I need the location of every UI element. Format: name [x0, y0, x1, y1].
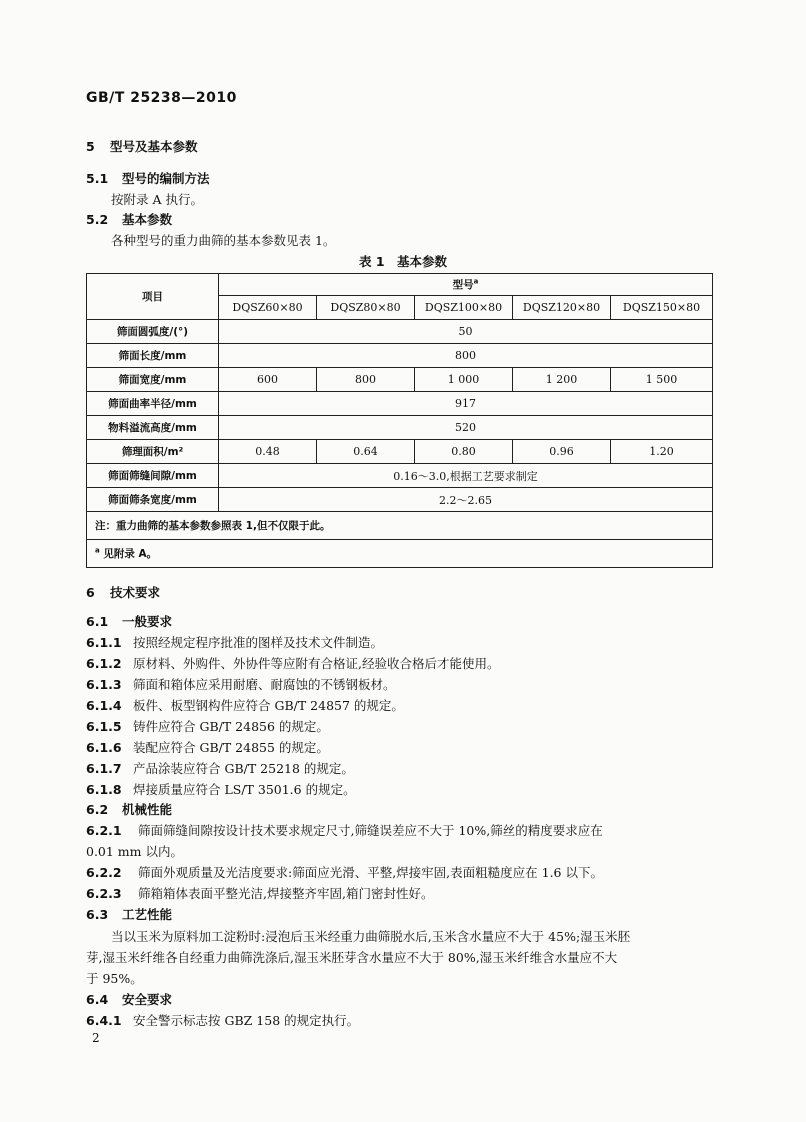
- clause-6-1-6: 6.1.6 装配应符合 GB/T 24855 的规定。: [86, 740, 329, 755]
- clause-6-2-2: 6.2.2 筛面外观质量及光洁度要求:筛面应光滑、平整,焊接牢固,表面粗糙度应在 1.6 以下。: [86, 865, 603, 880]
- section-6-3-heading: [86, 907, 172, 923]
- section-6-4-heading: [86, 992, 172, 1008]
- clause-6-1-1: 6.1.1 按照经规定程序批准的图样及技术文件制造。: [86, 635, 384, 650]
- row-value: 800: [317, 368, 415, 392]
- row-label: 筛面曲率半径/mm: [87, 392, 219, 416]
- section-number: 6.3: [86, 907, 109, 922]
- table-footnote: $^a$ 见附录 A。: [87, 540, 713, 568]
- clause-6-1-3: 6.1.3 筛面和箱体应采用耐磨、耐腐蚀的不锈钢板材。: [86, 677, 396, 692]
- model-header: 型号$^a$: [219, 274, 713, 296]
- table-row: [87, 368, 713, 392]
- basic-parameters-table: [86, 273, 713, 568]
- section-5-1-text: 按附录 A 执行。: [111, 192, 203, 207]
- section-5-2-text: 各种型号的重力曲筛的基本参数见表 1。: [111, 233, 336, 248]
- row-label: 筛面宽度/mm: [87, 368, 219, 392]
- section-number: 6.1: [86, 614, 109, 629]
- row-value: 0.48: [219, 440, 317, 464]
- section-5-heading: [86, 139, 198, 155]
- row-value: 0.16～3.0,根据工艺要求制定: [219, 464, 713, 488]
- row-value: 2.2～2.65: [219, 488, 713, 512]
- section-title: 型号的编制方法: [122, 171, 210, 186]
- section-number: 6: [86, 585, 95, 600]
- row-label: 物料溢流高度/mm: [87, 416, 219, 440]
- table-header-row: [87, 274, 713, 296]
- section-6-heading: [86, 585, 160, 601]
- table-row: [87, 392, 713, 416]
- section-title: 机械性能: [122, 802, 173, 817]
- section-number: 5.1: [86, 171, 109, 186]
- section-number: 6.4: [86, 992, 109, 1007]
- table-row: [87, 320, 713, 344]
- row-label: 筛面长度/mm: [87, 344, 219, 368]
- section-5-1-heading: [86, 171, 210, 187]
- standard-number: GB/T 25238—2010: [86, 90, 237, 106]
- table-row: [87, 416, 713, 440]
- section-title: 型号及基本参数: [110, 139, 198, 154]
- row-value: 600: [219, 368, 317, 392]
- row-value: 520: [219, 416, 713, 440]
- clause-6-2-1: 6.2.1 筛面筛缝间隙按设计技术要求规定尺寸,筛缝误差应不大于 10%,筛丝的精度要求应在: [86, 823, 603, 838]
- section-6-3-line-1: 当以玉米为原料加工淀粉时:浸泡后玉米经重力曲筛脱水后,玉米含水量应不大于 45%;湿玉米胚: [111, 929, 631, 944]
- model-cell: DQSZ80×80: [317, 296, 415, 320]
- clause-6-1-2: 6.1.2 原材料、外购件、外协件等应附有合格证,经验收合格后才能使用。: [86, 656, 500, 671]
- item-header: 项目: [87, 274, 219, 320]
- row-label: 筛面筛缝间隙/mm: [87, 464, 219, 488]
- row-value: 1 000: [415, 368, 513, 392]
- row-value: 800: [219, 344, 713, 368]
- clause-6-1-8: 6.1.8 焊接质量应符合 LS/T 3501.6 的规定。: [86, 782, 356, 797]
- clause-6-4-1: 6.4.1 安全警示标志按 GBZ 158 的规定执行。: [86, 1013, 360, 1028]
- row-value: 0.80: [415, 440, 513, 464]
- clause-6-2-1-cont: 0.01 mm 以内。: [86, 844, 183, 859]
- model-cell: DQSZ60×80: [219, 296, 317, 320]
- table-footnote-row: [87, 540, 713, 568]
- section-title: 工艺性能: [122, 907, 173, 922]
- row-value: 1.20: [611, 440, 713, 464]
- section-title: 一般要求: [122, 614, 173, 629]
- model-cell: DQSZ100×80: [415, 296, 513, 320]
- section-5-2-heading: [86, 212, 172, 228]
- row-value: 0.96: [513, 440, 611, 464]
- table-note: 注：重力曲筛的基本参数参照表 1,但不仅限于此。: [87, 512, 713, 540]
- table-row: [87, 464, 713, 488]
- row-value: 50: [219, 320, 713, 344]
- table-row: [87, 344, 713, 368]
- section-6-2-heading: [86, 802, 172, 818]
- clause-6-1-5: 6.1.5 铸件应符合 GB/T 24856 的规定。: [86, 719, 329, 734]
- model-cell: DQSZ150×80: [611, 296, 713, 320]
- model-cell: DQSZ120×80: [513, 296, 611, 320]
- row-label: 筛面筛条宽度/mm: [87, 488, 219, 512]
- row-value: 917: [219, 392, 713, 416]
- section-title: 基本参数: [122, 212, 173, 227]
- row-value: 1 200: [513, 368, 611, 392]
- section-title: 安全要求: [122, 992, 173, 1007]
- section-number: 6.2: [86, 802, 109, 817]
- section-6-3-line-3: 于 95%。: [86, 971, 143, 986]
- clause-6-2-3: 6.2.3 筛箱箱体表面平整光洁,焊接整齐牢固,箱门密封性好。: [86, 886, 434, 901]
- section-6-3-line-2: 芽,湿玉米纤维各自经重力曲筛洗涤后,湿玉米胚芽含水量应不大于 80%,湿玉米纤维含水量应不大: [86, 950, 618, 965]
- page-number: 2: [92, 1031, 100, 1045]
- row-value: 0.64: [317, 440, 415, 464]
- clause-6-1-7: 6.1.7 产品涂装应符合 GB/T 25218 的规定。: [86, 761, 354, 776]
- row-label: 筛理面积/m²: [87, 440, 219, 464]
- section-6-1-heading: [86, 614, 172, 630]
- clause-6-1-4: 6.1.4 板件、板型钢构件应符合 GB/T 24857 的规定。: [86, 698, 404, 713]
- row-value: 1 500: [611, 368, 713, 392]
- section-number: 5.2: [86, 212, 109, 227]
- table-row: [87, 488, 713, 512]
- section-title: 技术要求: [110, 585, 161, 600]
- section-number: 5: [86, 139, 95, 154]
- table-note-row: [87, 512, 713, 540]
- table-row: [87, 440, 713, 464]
- row-label: 筛面圆弧度/(°): [87, 320, 219, 344]
- table-caption: 表 1 基本参数: [358, 254, 448, 269]
